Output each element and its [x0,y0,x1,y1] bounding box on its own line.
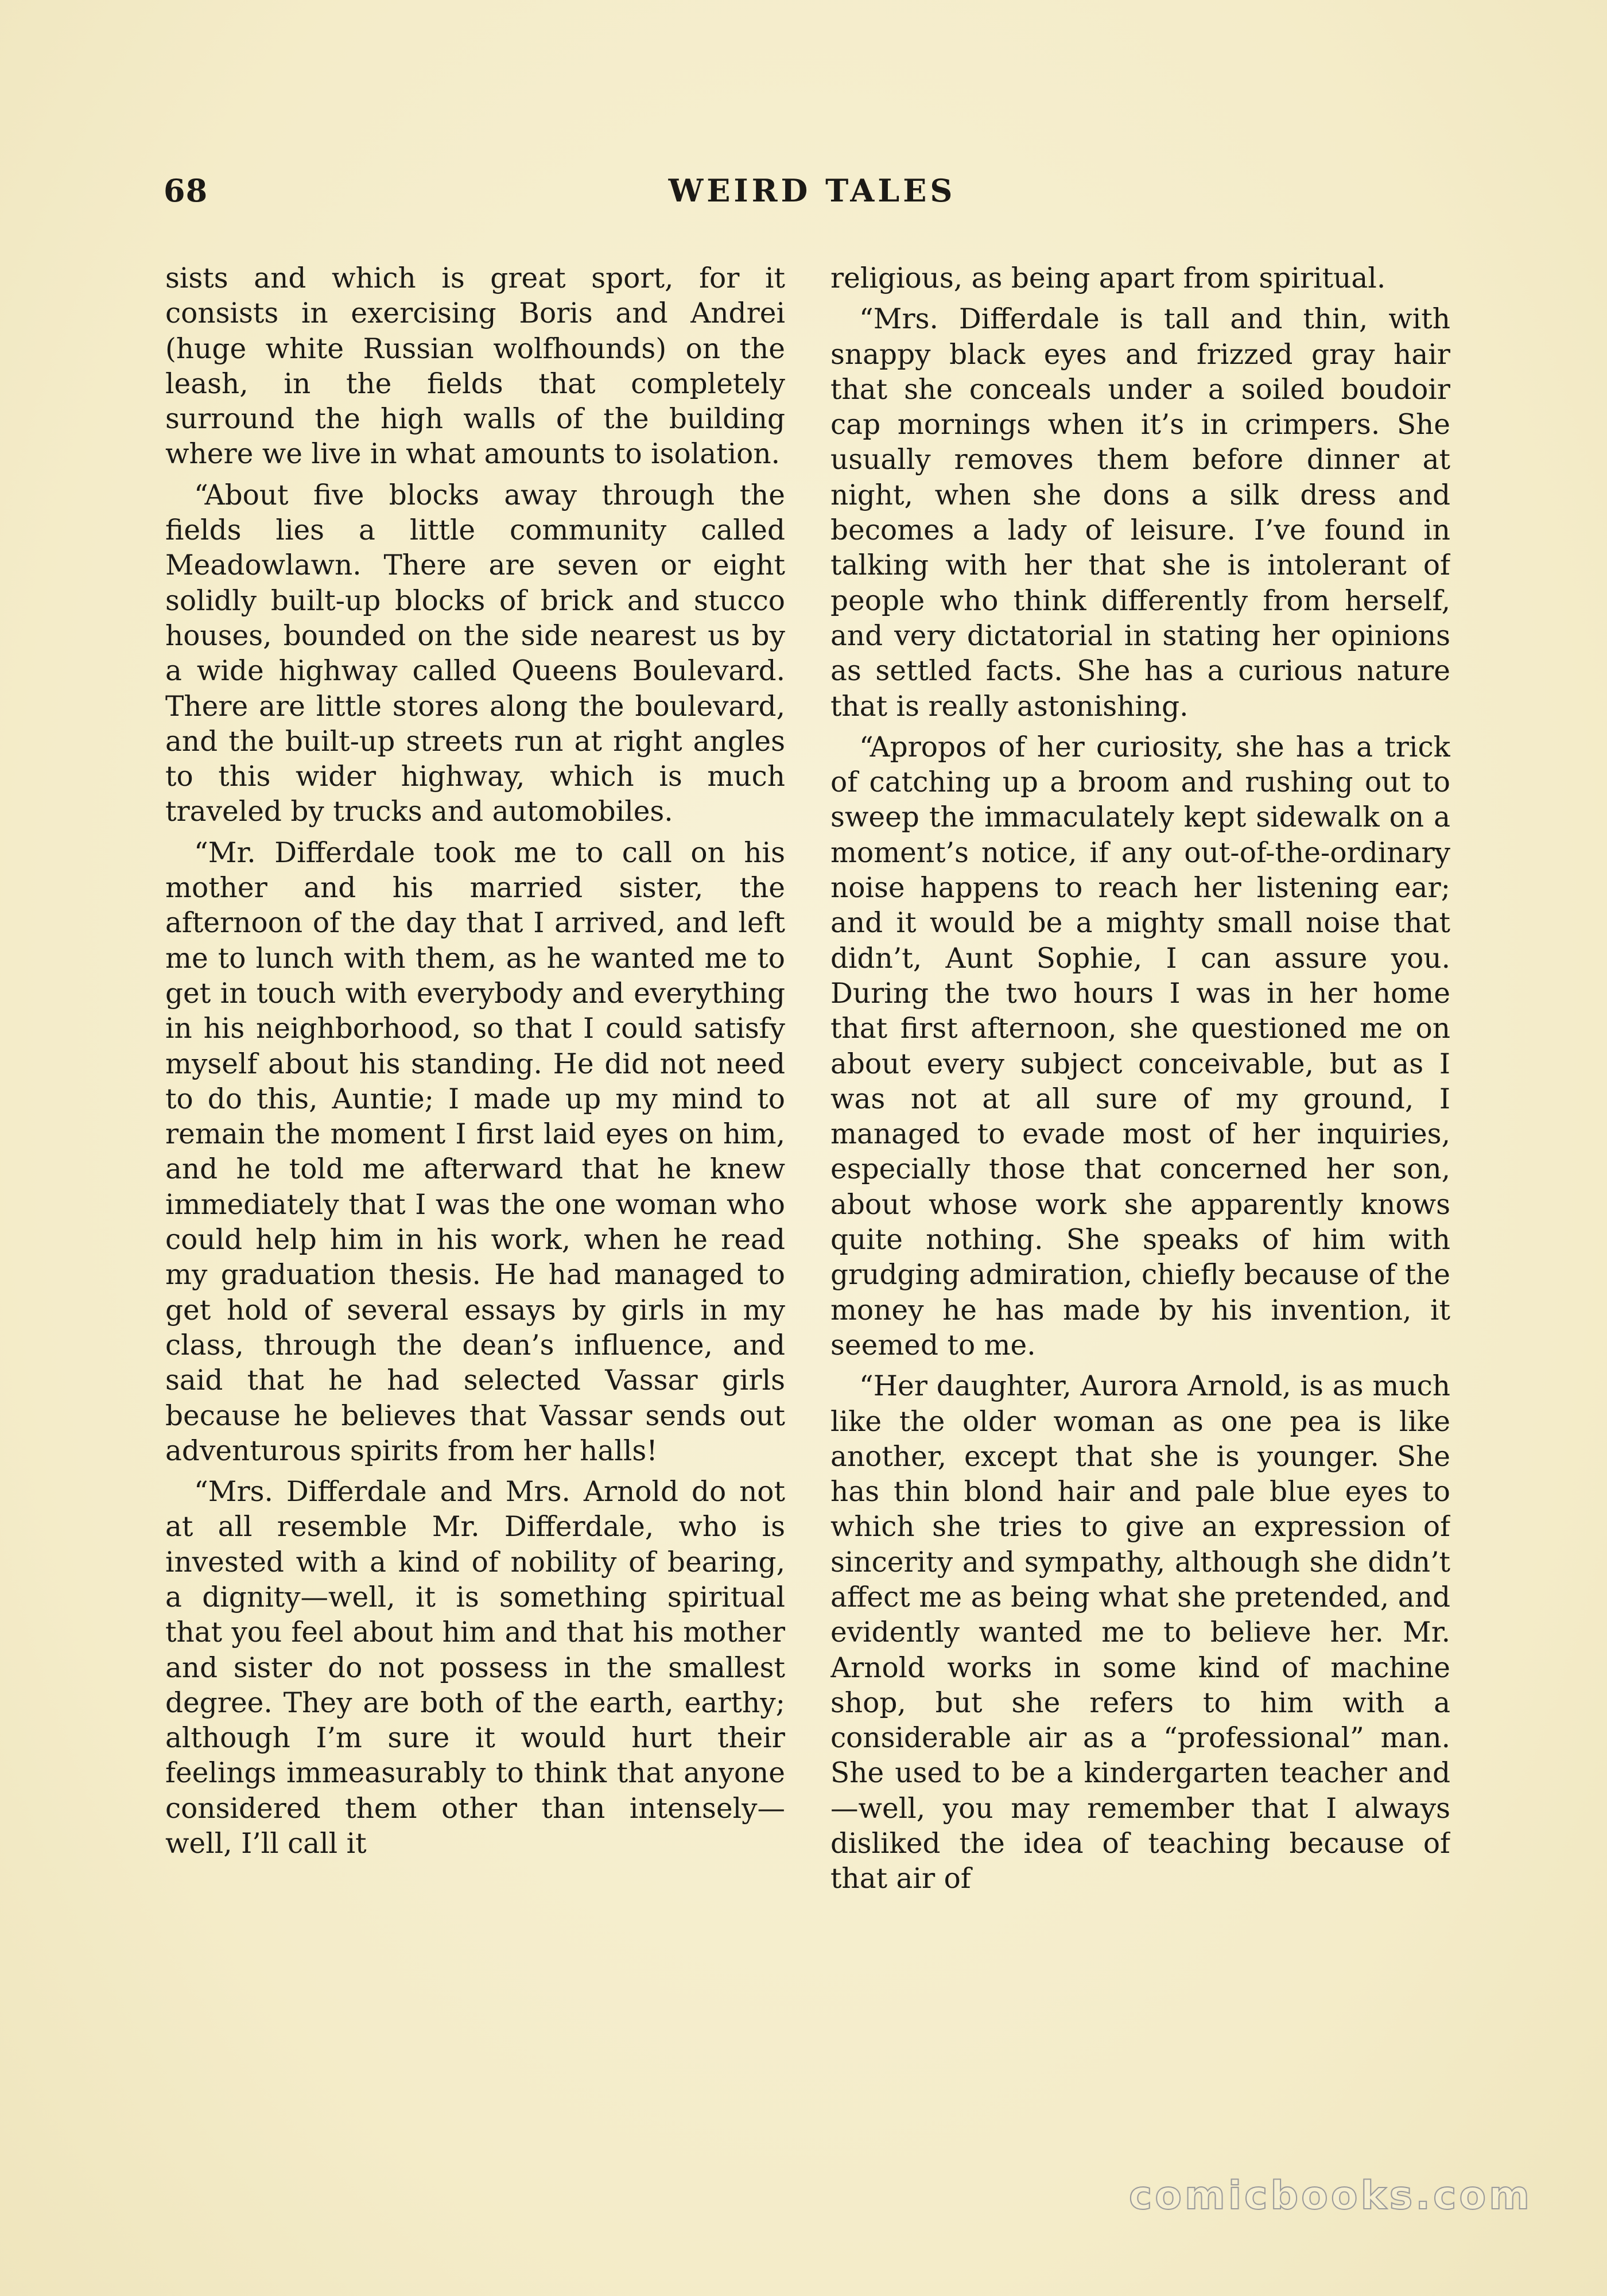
paragraph: “Apropos of her curiosity, she has a trick of catching up a broom and rushing out to sweep the immaculately kept sidewalk on a moment’s notice, if any out-of-the-ordinary noise happens to reach her listening ear; and it would be a mighty small noise that didn’t, Aunt Sophie, I can assure you. During the two hours I was in her home that first afternoon, she questioned me on about every subject conceivable, but as I was not at all sure of my ground, I managed to evade most of her inquiries, especially those that concerned her son, about whose work she apparently knows quite nothing. She speaks of him with grudging admiration, chiefly because of the money he has made by his invention, it seemed to me. [830,731,1450,1362]
site-watermark: comicbooks.com [1128,2173,1532,2219]
paragraph: “Her daughter, Aurora Arnold, is as much like the older woman as one pea is like another, except that she is younger. She has thin blond hair and pale blue eyes to which she tries to give an expression of sincerity and sympathy, although she didn’t affect me as being what she pretended, and evidently wanted me to believe her. Mr. Arnold works in some kind of machine shop, but she refers to him with a considerable air as a “professional” man. She used to be a kindergarten teacher and—well, you may remember that I always disliked the idea of teaching because of that air of [830,1370,1450,1895]
right-column [830,261,1450,2138]
left-column [165,261,785,2138]
running-title: WEIRD TALES [668,172,956,209]
paragraph: “About five blocks away through the fields lies a little community called Meadowlawn. There are seven or eight solidly built-up blocks of brick and stucco houses, bounded on the side nearest us by a wide highway called Queens Boulevard. There are little stores along the boulevard, and the built-up streets run at right angles to this wider highway, which is much traveled by trucks and automobiles. [165,479,785,828]
page-number: 68 [164,172,208,209]
paragraph: “Mrs. Differdale and Mrs. Arnold do not at all resemble Mr. Differdale, who is invested with a kind of nobility of bearing, a dignity—well, it is something spiritual that you feel about him and that his mother and sister do not possess in the smallest degree. They are both of the earth, earthy; although I’m sure it would hurt their feelings immeasurably to think that anyone considered them other than intensely—well, I’ll call it [165,1476,785,1860]
page-header [164,172,1461,224]
paragraph: religious, as being apart from spiritual. [830,262,1386,294]
paragraph: “Mrs. Differdale is tall and thin, with snappy black eyes and frizzed gray hair that she conceals under a soiled boudoir cap mornings when it’s in crimpers. She usually removes them before dinner at night, when she dons a silk dress and becomes a lady of leisure. I’ve found in talking with her that she is intolerant of people who think differently from herself, and very dictatorial in stating her opinions as settled facts. She has a curious nature that is really astonishing. [830,303,1450,723]
paragraph: “Mr. Differdale took me to call on his mother and his married sister, the afternoon of the day that I arrived, and left me to lunch with them, as he wanted me to get in touch with everybody and everything in his neighborhood, so that I could satisfy myself about his standing. He did not need to do this, Auntie; I made up my mind to remain the moment I first laid eyes on him, and he told me afterward that he knew immediately that I was the one woman who could help him in his work, when he read my graduation thesis. He had managed to get hold of several essays by girls in my class, through the dean’s influence, and said that he had selected Vassar girls because he believes that Vassar sends out adventurous spirits from her halls! [165,836,785,1467]
paragraph: sists and which is great sport, for it consists in exercising Boris and Andrei (huge white Russian wolfhounds) on the leash, in the fields that completely surround the high walls of the building where we live in what amounts to isolation. [165,262,785,471]
